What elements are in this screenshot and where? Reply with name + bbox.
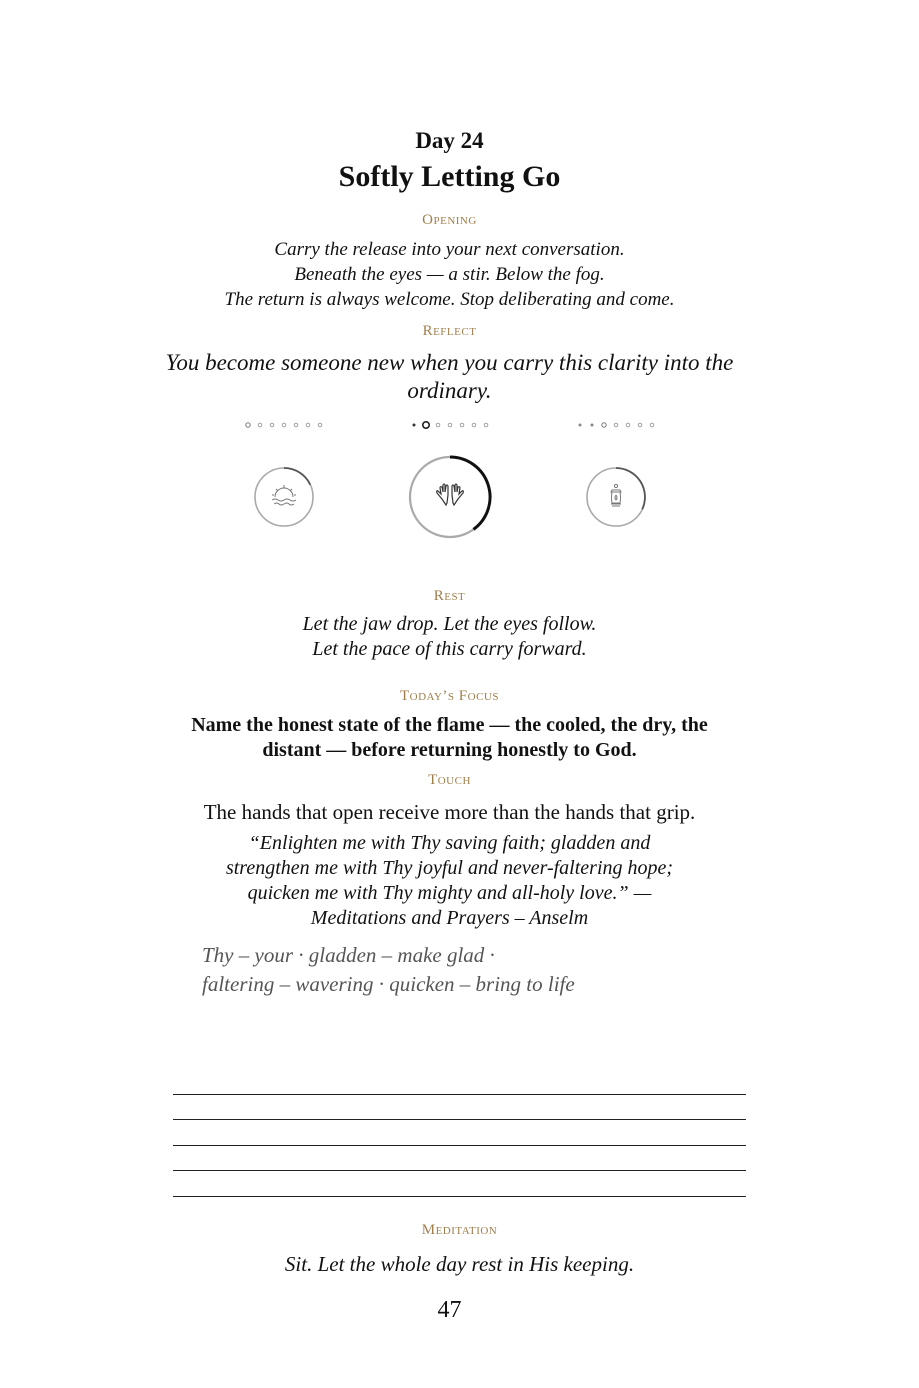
lantern-icon — [611, 484, 621, 506]
progress-dot — [484, 423, 488, 427]
dot-row-dawn[interactable] — [246, 423, 322, 427]
progress-dot — [626, 423, 630, 427]
page-number: 47 — [437, 1297, 462, 1323]
progress-dot — [591, 424, 594, 427]
rest-text — [0, 612, 909, 662]
progress-dot — [282, 423, 286, 427]
opening-line: Carry the release into your next conversation. — [274, 239, 625, 260]
reflect-label: Reflect — [422, 323, 477, 339]
rest-label: Rest — [433, 588, 466, 604]
reflect-line: ordinary. — [407, 378, 492, 403]
reflect-line: You become someone new when you carry this clarity into the — [165, 350, 734, 375]
focus-line: distant — before returning honestly to God. — [262, 739, 637, 761]
progress-dot — [638, 423, 642, 427]
gloss-line: faltering – wavering · quicken – bring to life — [202, 972, 575, 996]
focus-line: Name the honest state of the flame — the cooled, the dry, the — [191, 714, 708, 736]
meditation-text: Sit. Let the whole day rest in His keeping. — [284, 1252, 635, 1276]
progress-dot — [614, 423, 618, 427]
journal-line[interactable] — [173, 1145, 746, 1146]
progress-dot — [413, 424, 416, 427]
progress-dot — [318, 423, 322, 427]
touch-quote — [0, 831, 909, 931]
quote-line: Meditations and Prayers – Anselm — [310, 907, 589, 929]
progress-dot — [460, 423, 464, 427]
day-label: Day 24 — [415, 128, 484, 153]
focus-text — [0, 713, 909, 763]
journal-line[interactable] — [173, 1196, 746, 1197]
progress-dot — [650, 423, 654, 427]
opening-line: Beneath the eyes — a stir. Below the fog. — [294, 264, 605, 285]
gloss — [202, 941, 575, 999]
progress-dot — [294, 423, 298, 427]
progress-dot — [602, 423, 606, 427]
journal-line[interactable] — [173, 1094, 746, 1095]
quote-line: strengthen me with Thy joyful and never-faltering hope; — [225, 857, 674, 879]
rest-line: Let the pace of this carry forward. — [312, 638, 587, 660]
progress-dot — [472, 423, 476, 427]
opening-line: The return is always welcome. Stop deliberating and come. — [224, 289, 675, 310]
progress-dot — [579, 424, 582, 427]
quote-line: “Enlighten me with Thy saving faith; gladden and — [248, 832, 651, 854]
dial-dawn-progress — [284, 468, 310, 485]
open-hands-icon — [437, 484, 464, 505]
dot-row-lantern[interactable] — [579, 423, 654, 427]
touch-label: Touch — [428, 772, 471, 788]
progress-dot — [258, 423, 262, 427]
dot-row-hands[interactable] — [413, 422, 488, 428]
dial-hands-progress — [450, 457, 490, 529]
progress-dot — [423, 422, 429, 428]
practice-selector — [0, 0, 919, 560]
journal-line[interactable] — [173, 1170, 746, 1171]
journal-line[interactable] — [173, 1119, 746, 1120]
touch-statement: The hands that open receive more than the hands that grip. — [203, 800, 696, 824]
progress-dot — [270, 423, 274, 427]
sunrise-icon — [272, 485, 296, 505]
dial-dawn[interactable] — [255, 468, 313, 526]
page-title: Softly Letting Go — [338, 160, 561, 193]
rest-line: Let the jaw drop. Let the eyes follow. — [302, 613, 597, 635]
opening-label: Opening — [422, 212, 477, 228]
progress-dot — [448, 423, 452, 427]
meditation-label: Meditation — [421, 1222, 498, 1238]
progress-dot — [246, 423, 250, 427]
focus-label: Today’s Focus — [400, 688, 499, 704]
progress-dot — [436, 423, 440, 427]
dial-lantern[interactable] — [587, 468, 645, 526]
dial-hands[interactable] — [410, 457, 490, 537]
quote-line: quicken me with Thy mighty and all-holy love.” — — [247, 882, 652, 904]
progress-dot — [306, 423, 310, 427]
gloss-line: Thy – your · gladden – make glad · — [202, 943, 495, 967]
